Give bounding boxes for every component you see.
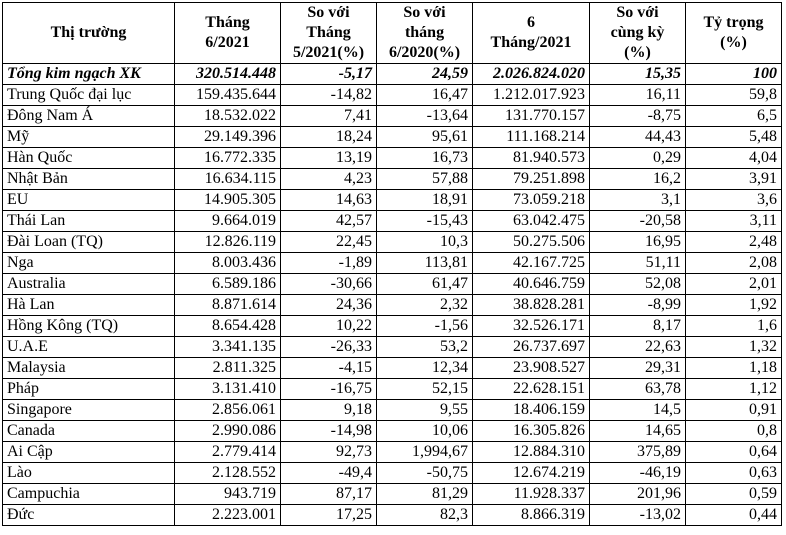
cell-vs-june2020: 82,3 — [377, 505, 473, 526]
cell-market: Nga — [3, 253, 175, 274]
header-vs-same-period: So với cùng kỳ (%) — [590, 3, 686, 64]
cell-vs-same-period: 375,89 — [590, 442, 686, 463]
cell-market: Thái Lan — [3, 211, 175, 232]
cell-share: 4,04 — [686, 148, 782, 169]
cell-vs-june2020: -1,56 — [377, 316, 473, 337]
total-share: 100 — [686, 64, 782, 85]
cell-vs-same-period: 16,11 — [590, 85, 686, 106]
total-six-months: 2.026.824.020 — [473, 64, 590, 85]
cell-market: Mỹ — [3, 127, 175, 148]
cell-vs-june2020: 52,15 — [377, 379, 473, 400]
cell-vs-june2020: 61,47 — [377, 274, 473, 295]
cell-share: 1,12 — [686, 379, 782, 400]
cell-vs-may: 13,19 — [281, 148, 377, 169]
cell-market: Hồng Kông (TQ) — [3, 316, 175, 337]
table-row — [3, 148, 782, 169]
cell-vs-june2020: 53,2 — [377, 337, 473, 358]
cell-market: Singapore — [3, 400, 175, 421]
cell-vs-may: 10,22 — [281, 316, 377, 337]
cell-market: Lào — [3, 463, 175, 484]
table-row — [3, 274, 782, 295]
total-vs-june2020: 24,59 — [377, 64, 473, 85]
cell-vs-june2020: 81,29 — [377, 484, 473, 505]
table-row — [3, 211, 782, 232]
cell-june-2021: 6.589.186 — [175, 274, 281, 295]
cell-june-2021: 3.131.410 — [175, 379, 281, 400]
cell-market: Hà Lan — [3, 295, 175, 316]
total-row — [3, 64, 782, 85]
cell-market: EU — [3, 190, 175, 211]
table-row — [3, 106, 782, 127]
table-row — [3, 337, 782, 358]
cell-vs-may: 24,36 — [281, 295, 377, 316]
header-june-2021: Tháng 6/2021 — [175, 3, 281, 64]
cell-share: 59,8 — [686, 85, 782, 106]
table-row — [3, 358, 782, 379]
cell-june-2021: 2.990.086 — [175, 421, 281, 442]
cell-june-2021: 2.811.325 — [175, 358, 281, 379]
cell-share: 5,48 — [686, 127, 782, 148]
header-vs-june-2020: So với tháng 6/2020(%) — [377, 3, 473, 64]
cell-vs-may: 22,45 — [281, 232, 377, 253]
cell-vs-june2020: 18,91 — [377, 190, 473, 211]
cell-six-months: 81.940.573 — [473, 148, 590, 169]
cell-market: Ai Cập — [3, 442, 175, 463]
cell-vs-june2020: 16,47 — [377, 85, 473, 106]
cell-vs-may: 14,63 — [281, 190, 377, 211]
cell-six-months: 111.168.214 — [473, 127, 590, 148]
cell-vs-same-period: 14,65 — [590, 421, 686, 442]
cell-share: 2,08 — [686, 253, 782, 274]
cell-vs-same-period: -46,19 — [590, 463, 686, 484]
cell-market: Nhật Bản — [3, 169, 175, 190]
cell-share: 1,6 — [686, 316, 782, 337]
cell-six-months: 32.526.171 — [473, 316, 590, 337]
table-row — [3, 232, 782, 253]
table-row — [3, 505, 782, 526]
cell-vs-may: 42,57 — [281, 211, 377, 232]
cell-vs-same-period: 29,31 — [590, 358, 686, 379]
cell-june-2021: 2.779.414 — [175, 442, 281, 463]
header-row — [3, 3, 782, 64]
cell-six-months: 73.059.218 — [473, 190, 590, 211]
cell-vs-june2020: 1,994,67 — [377, 442, 473, 463]
cell-share: 0,59 — [686, 484, 782, 505]
cell-six-months: 12.674.219 — [473, 463, 590, 484]
cell-market: Canada — [3, 421, 175, 442]
cell-june-2021: 12.826.119 — [175, 232, 281, 253]
cell-share: 3,6 — [686, 190, 782, 211]
cell-vs-same-period: 51,11 — [590, 253, 686, 274]
cell-vs-june2020: 95,61 — [377, 127, 473, 148]
cell-vs-same-period: 0,29 — [590, 148, 686, 169]
table-row — [3, 379, 782, 400]
cell-vs-june2020: 10,3 — [377, 232, 473, 253]
cell-share: 0,8 — [686, 421, 782, 442]
table-row — [3, 85, 782, 106]
cell-june-2021: 8.871.614 — [175, 295, 281, 316]
cell-vs-may: 18,24 — [281, 127, 377, 148]
cell-vs-june2020: -50,75 — [377, 463, 473, 484]
cell-six-months: 1.212.017.923 — [473, 85, 590, 106]
cell-june-2021: 14.905.305 — [175, 190, 281, 211]
cell-vs-june2020: -15,43 — [377, 211, 473, 232]
cell-vs-may: 7,41 — [281, 106, 377, 127]
cell-share: 1,18 — [686, 358, 782, 379]
cell-share: 1,92 — [686, 295, 782, 316]
cell-six-months: 42.167.725 — [473, 253, 590, 274]
cell-six-months: 8.866.319 — [473, 505, 590, 526]
header-6-months-2021: 6 Tháng/2021 — [473, 3, 590, 64]
table-row — [3, 295, 782, 316]
cell-june-2021: 3.341.135 — [175, 337, 281, 358]
cell-share: 0,91 — [686, 400, 782, 421]
cell-june-2021: 2.128.552 — [175, 463, 281, 484]
cell-share: 0,64 — [686, 442, 782, 463]
table-row — [3, 316, 782, 337]
cell-vs-same-period: 16,95 — [590, 232, 686, 253]
table-row — [3, 442, 782, 463]
cell-market: Australia — [3, 274, 175, 295]
cell-six-months: 11.928.337 — [473, 484, 590, 505]
cell-june-2021: 159.435.644 — [175, 85, 281, 106]
cell-market: Trung Quốc đại lục — [3, 85, 175, 106]
cell-six-months: 26.737.697 — [473, 337, 590, 358]
cell-market: U.A.E — [3, 337, 175, 358]
cell-vs-same-period: 16,2 — [590, 169, 686, 190]
cell-june-2021: 943.719 — [175, 484, 281, 505]
cell-share: 6,5 — [686, 106, 782, 127]
cell-six-months: 38.828.281 — [473, 295, 590, 316]
table-row — [3, 253, 782, 274]
total-label: Tổng kim ngạch XK — [3, 64, 175, 85]
header-vs-may-2021: So với Tháng 5/2021(%) — [281, 3, 377, 64]
cell-vs-same-period: -13,02 — [590, 505, 686, 526]
cell-june-2021: 2.856.061 — [175, 400, 281, 421]
cell-june-2021: 18.532.022 — [175, 106, 281, 127]
header-share: Tỷ trọng (%) — [686, 3, 782, 64]
cell-vs-june2020: 10,06 — [377, 421, 473, 442]
table-row — [3, 484, 782, 505]
cell-vs-may: 87,17 — [281, 484, 377, 505]
total-june: 320.514.448 — [175, 64, 281, 85]
export-markets-table — [2, 2, 782, 526]
cell-share: 0,63 — [686, 463, 782, 484]
cell-vs-same-period: 44,43 — [590, 127, 686, 148]
table-row — [3, 421, 782, 442]
cell-vs-same-period: -8,75 — [590, 106, 686, 127]
cell-share: 0,44 — [686, 505, 782, 526]
cell-share: 2,01 — [686, 274, 782, 295]
cell-vs-same-period: 63,78 — [590, 379, 686, 400]
header-market: Thị trường — [3, 3, 175, 64]
cell-vs-june2020: 12,34 — [377, 358, 473, 379]
cell-june-2021: 8.003.436 — [175, 253, 281, 274]
cell-market: Malaysia — [3, 358, 175, 379]
cell-vs-june2020: 16,73 — [377, 148, 473, 169]
cell-vs-may: -14,98 — [281, 421, 377, 442]
cell-vs-june2020: 2,32 — [377, 295, 473, 316]
cell-six-months: 40.646.759 — [473, 274, 590, 295]
cell-market: Đức — [3, 505, 175, 526]
cell-vs-june2020: 57,88 — [377, 169, 473, 190]
cell-vs-june2020: 113,81 — [377, 253, 473, 274]
table-row — [3, 190, 782, 211]
cell-six-months: 23.908.527 — [473, 358, 590, 379]
cell-six-months: 16.305.826 — [473, 421, 590, 442]
cell-june-2021: 29.149.396 — [175, 127, 281, 148]
cell-market: Campuchia — [3, 484, 175, 505]
cell-vs-same-period: 22,63 — [590, 337, 686, 358]
cell-six-months: 18.406.159 — [473, 400, 590, 421]
cell-share: 3,11 — [686, 211, 782, 232]
cell-vs-same-period: -8,99 — [590, 295, 686, 316]
total-vs-same: 15,35 — [590, 64, 686, 85]
cell-vs-may: -30,66 — [281, 274, 377, 295]
cell-june-2021: 16.634.115 — [175, 169, 281, 190]
cell-six-months: 22.628.151 — [473, 379, 590, 400]
cell-share: 3,91 — [686, 169, 782, 190]
table-row — [3, 400, 782, 421]
cell-vs-may: 17,25 — [281, 505, 377, 526]
cell-vs-may: -26,33 — [281, 337, 377, 358]
cell-six-months: 131.770.157 — [473, 106, 590, 127]
cell-vs-may: -4,15 — [281, 358, 377, 379]
cell-market: Đài Loan (TQ) — [3, 232, 175, 253]
cell-june-2021: 16.772.335 — [175, 148, 281, 169]
table-row — [3, 127, 782, 148]
cell-vs-may: -1,89 — [281, 253, 377, 274]
cell-market: Đông Nam Á — [3, 106, 175, 127]
cell-six-months: 63.042.475 — [473, 211, 590, 232]
cell-june-2021: 2.223.001 — [175, 505, 281, 526]
cell-vs-same-period: 201,96 — [590, 484, 686, 505]
cell-vs-may: -16,75 — [281, 379, 377, 400]
cell-vs-same-period: -20,58 — [590, 211, 686, 232]
cell-vs-june2020: -13,64 — [377, 106, 473, 127]
cell-vs-same-period: 14,5 — [590, 400, 686, 421]
cell-vs-june2020: 9,55 — [377, 400, 473, 421]
cell-vs-may: 9,18 — [281, 400, 377, 421]
cell-june-2021: 8.654.428 — [175, 316, 281, 337]
cell-june-2021: 9.664.019 — [175, 211, 281, 232]
cell-vs-may: -14,82 — [281, 85, 377, 106]
cell-vs-may: 92,73 — [281, 442, 377, 463]
cell-vs-may: -49,4 — [281, 463, 377, 484]
cell-share: 2,48 — [686, 232, 782, 253]
cell-six-months: 79.251.898 — [473, 169, 590, 190]
total-vs-may: -5,17 — [281, 64, 377, 85]
cell-vs-same-period: 3,1 — [590, 190, 686, 211]
table-row — [3, 169, 782, 190]
cell-market: Pháp — [3, 379, 175, 400]
cell-market: Hàn Quốc — [3, 148, 175, 169]
table-row — [3, 463, 782, 484]
cell-share: 1,32 — [686, 337, 782, 358]
cell-six-months: 50.275.506 — [473, 232, 590, 253]
cell-vs-same-period: 8,17 — [590, 316, 686, 337]
cell-vs-may: 4,23 — [281, 169, 377, 190]
cell-six-months: 12.884.310 — [473, 442, 590, 463]
cell-vs-same-period: 52,08 — [590, 274, 686, 295]
